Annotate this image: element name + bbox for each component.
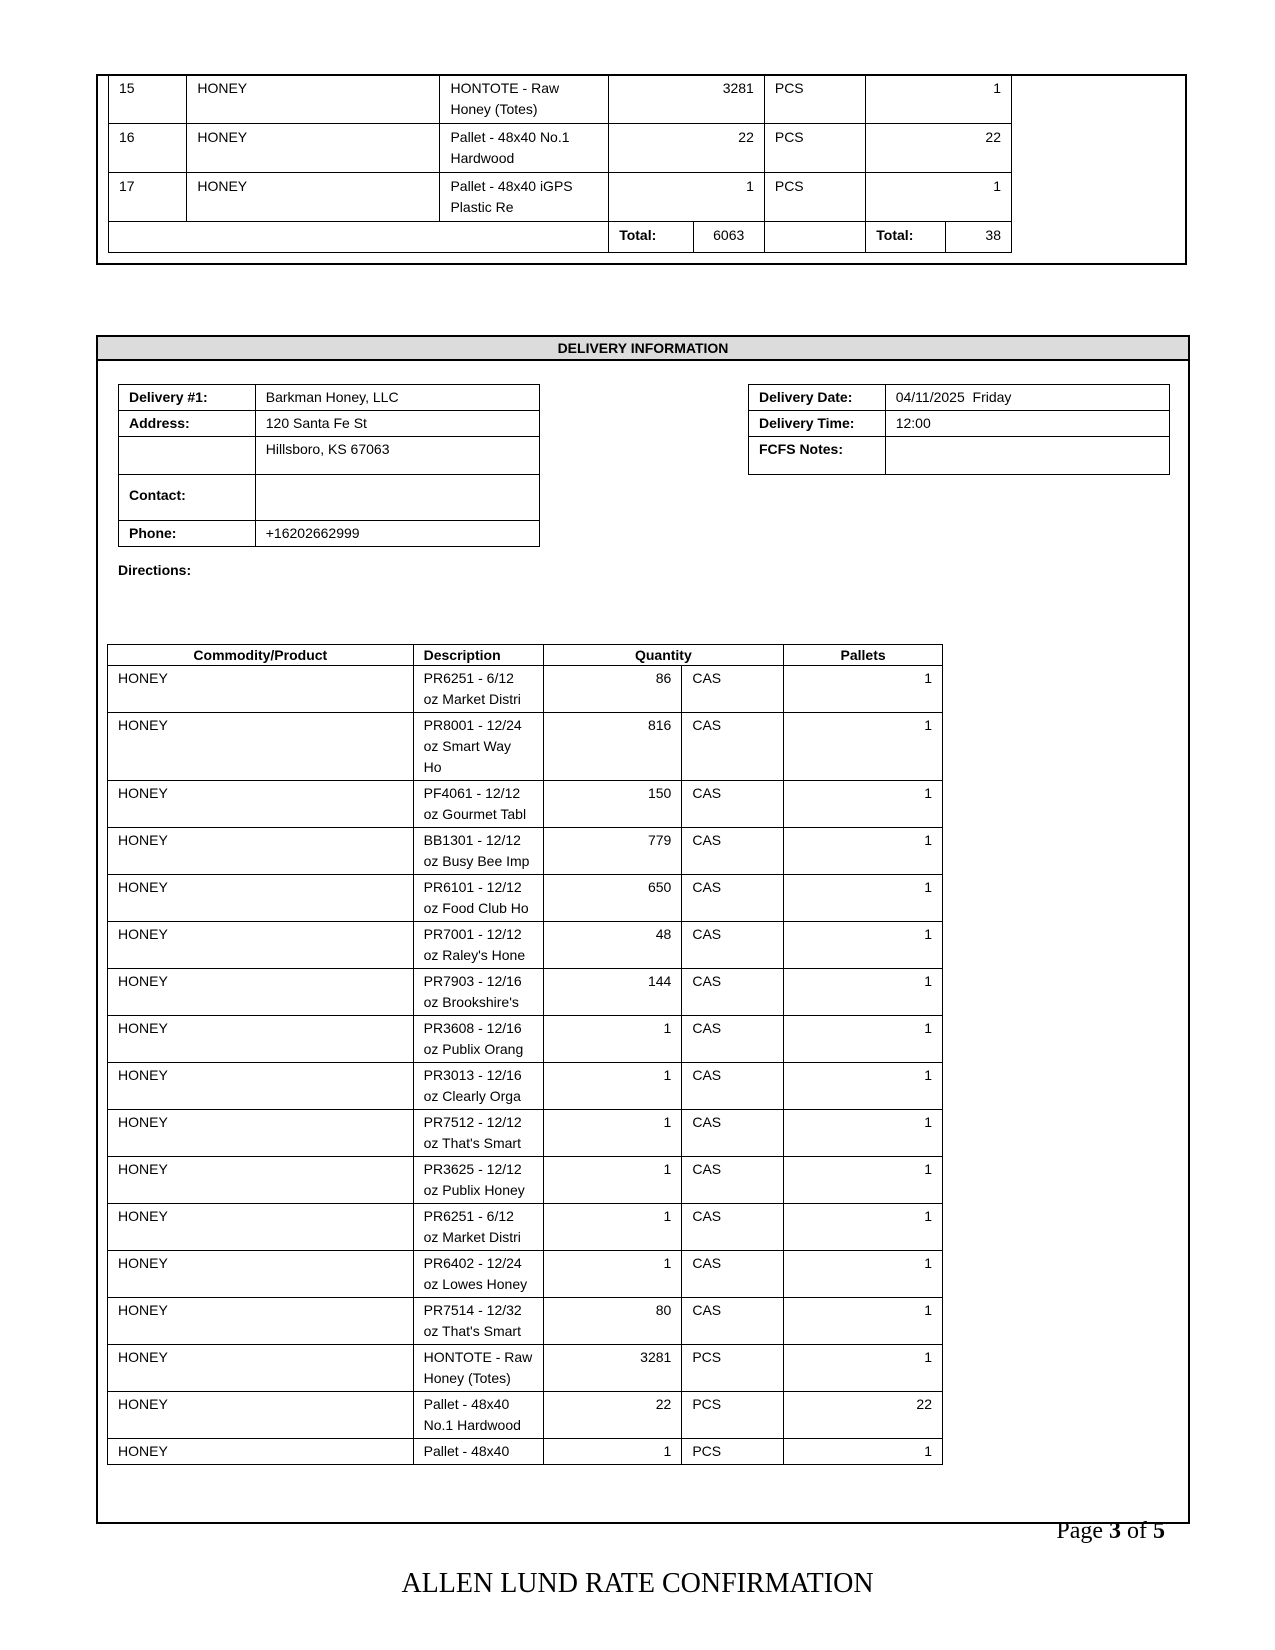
product-quantity: 1	[543, 1063, 682, 1110]
product-unit: CAS	[682, 828, 784, 875]
row-quantity: 3281	[609, 75, 765, 124]
product-description: PF4061 - 12/12 oz Gourmet Tabl	[413, 781, 543, 828]
address-label: Address:	[119, 411, 256, 437]
product-pallets: 1	[784, 969, 943, 1016]
row-quantity: 1	[609, 173, 765, 222]
delivery-header: DELIVERY INFORMATION	[96, 335, 1190, 361]
delivery-number-value: Barkman Honey, LLC	[255, 385, 539, 411]
product-description: HONTOTE - Raw Honey (Totes)	[413, 1345, 543, 1392]
product-quantity: 1	[543, 1439, 682, 1465]
product-pallets: 1	[784, 1251, 943, 1298]
product-row	[108, 828, 943, 875]
delivery-time-label: Delivery Time:	[749, 411, 886, 437]
product-row	[108, 781, 943, 828]
delivery-date-value: 04/11/2025 Friday	[885, 385, 1169, 411]
address-row	[119, 411, 540, 437]
product-row	[108, 1016, 943, 1063]
product-description: PR6402 - 12/24 oz Lowes Honey	[413, 1251, 543, 1298]
product-quantity: 22	[543, 1392, 682, 1439]
header-pallets: Pallets	[784, 645, 943, 666]
product-description: PR6101 - 12/12 oz Food Club Ho	[413, 875, 543, 922]
top-table-total-row	[109, 222, 1012, 253]
row-unit: PCS	[764, 124, 865, 173]
top-items-table	[108, 74, 1012, 253]
row-commodity: HONEY	[187, 124, 440, 173]
row-unit: PCS	[764, 75, 865, 124]
delivery-time-row	[749, 411, 1170, 437]
product-quantity: 3281	[543, 1345, 682, 1392]
product-commodity: HONEY	[108, 875, 414, 922]
product-commodity: HONEY	[108, 922, 414, 969]
contact-value	[255, 475, 539, 521]
products-header-row	[108, 645, 943, 666]
product-quantity: 144	[543, 969, 682, 1016]
product-row	[108, 1298, 943, 1345]
product-quantity: 1	[543, 1157, 682, 1204]
product-pallets: 1	[784, 1063, 943, 1110]
row-description: Pallet - 48x40 No.1 Hardwood	[440, 124, 609, 173]
product-row	[108, 1204, 943, 1251]
contact-label: Contact:	[119, 475, 256, 521]
address-line2: Hillsboro, KS 67063	[255, 437, 539, 475]
product-quantity: 650	[543, 875, 682, 922]
product-unit: PCS	[682, 1345, 784, 1392]
row-description: Pallet - 48x40 iGPS Plastic Re	[440, 173, 609, 222]
total-quantity-value: 6063	[693, 222, 764, 253]
product-commodity: HONEY	[108, 781, 414, 828]
product-row	[108, 1063, 943, 1110]
product-unit: CAS	[682, 1063, 784, 1110]
phone-value: +16202662999	[255, 521, 539, 547]
header-commodity: Commodity/Product	[108, 645, 414, 666]
phone-label: Phone:	[119, 521, 256, 547]
product-quantity: 80	[543, 1298, 682, 1345]
delivery-address-table	[118, 384, 540, 547]
product-quantity: 816	[543, 713, 682, 781]
product-pallets: 1	[784, 1298, 943, 1345]
header-quantity: Quantity	[543, 645, 784, 666]
product-quantity: 1	[543, 1110, 682, 1157]
product-description: PR3013 - 12/16 oz Clearly Orga	[413, 1063, 543, 1110]
top-table-row	[109, 173, 1012, 222]
product-description: PR7001 - 12/12 oz Raley's Hone	[413, 922, 543, 969]
page-total: 5	[1153, 1518, 1165, 1544]
product-quantity: 1	[543, 1251, 682, 1298]
product-commodity: HONEY	[108, 713, 414, 781]
product-unit: CAS	[682, 713, 784, 781]
product-commodity: HONEY	[108, 1298, 414, 1345]
row-pallets: 1	[866, 75, 1012, 124]
product-row	[108, 922, 943, 969]
product-description: PR6251 - 6/12 oz Market Distri	[413, 666, 543, 713]
product-row	[108, 1110, 943, 1157]
header-description: Description	[413, 645, 543, 666]
row-number: 16	[109, 124, 187, 173]
product-description: PR7514 - 12/32 oz That's Smart	[413, 1298, 543, 1345]
product-commodity: HONEY	[108, 666, 414, 713]
product-unit: CAS	[682, 875, 784, 922]
product-commodity: HONEY	[108, 1439, 414, 1465]
product-unit: CAS	[682, 781, 784, 828]
product-row	[108, 1439, 943, 1465]
total-quantity-label: Total:	[609, 222, 693, 253]
product-commodity: HONEY	[108, 1345, 414, 1392]
row-number: 15	[109, 75, 187, 124]
delivery-number-label: Delivery #1:	[119, 385, 256, 411]
row-description: HONTOTE - Raw Honey (Totes)	[440, 75, 609, 124]
row-quantity: 22	[609, 124, 765, 173]
product-quantity: 150	[543, 781, 682, 828]
fcfs-notes-value	[885, 437, 1169, 475]
product-pallets: 1	[784, 666, 943, 713]
product-description: PR8001 - 12/24 oz Smart Way Ho	[413, 713, 543, 781]
product-commodity: HONEY	[108, 1392, 414, 1439]
product-unit: CAS	[682, 1110, 784, 1157]
product-unit: CAS	[682, 666, 784, 713]
page-number	[1056, 1518, 1165, 1545]
row-commodity: HONEY	[187, 75, 440, 124]
top-table-row	[109, 75, 1012, 124]
product-row	[108, 713, 943, 781]
address-label-empty	[119, 437, 256, 475]
product-commodity: HONEY	[108, 969, 414, 1016]
product-quantity: 48	[543, 922, 682, 969]
product-unit: PCS	[682, 1439, 784, 1465]
product-unit: CAS	[682, 1157, 784, 1204]
product-commodity: HONEY	[108, 1110, 414, 1157]
delivery-schedule-table	[748, 384, 1170, 475]
product-description: BB1301 - 12/12 oz Busy Bee Imp	[413, 828, 543, 875]
product-pallets: 1	[784, 828, 943, 875]
product-commodity: HONEY	[108, 1157, 414, 1204]
product-commodity: HONEY	[108, 1016, 414, 1063]
product-pallets: 1	[784, 1439, 943, 1465]
product-unit: CAS	[682, 969, 784, 1016]
page-prefix: Page	[1056, 1518, 1109, 1544]
delivery-date-row	[749, 385, 1170, 411]
product-commodity: HONEY	[108, 1063, 414, 1110]
product-quantity: 1	[543, 1204, 682, 1251]
product-description: Pallet - 48x40	[413, 1439, 543, 1465]
product-pallets: 1	[784, 1157, 943, 1204]
product-description: PR3625 - 12/12 oz Publix Honey	[413, 1157, 543, 1204]
product-row	[108, 875, 943, 922]
products-table	[107, 644, 943, 1465]
product-description: PR7512 - 12/12 oz That's Smart	[413, 1110, 543, 1157]
total-pallets-value: 38	[945, 222, 1011, 253]
contact-row	[119, 475, 540, 521]
delivery-date-label: Delivery Date:	[749, 385, 886, 411]
product-row	[108, 1392, 943, 1439]
document-title: ALLEN LUND RATE CONFIRMATION	[401, 1568, 874, 1599]
product-description: PR7903 - 12/16 oz Brookshire's	[413, 969, 543, 1016]
row-pallets: 22	[866, 124, 1012, 173]
row-unit: PCS	[764, 173, 865, 222]
product-description: PR3608 - 12/16 oz Publix Orang	[413, 1016, 543, 1063]
product-pallets: 1	[784, 875, 943, 922]
product-pallets: 1	[784, 1016, 943, 1063]
page-of: of	[1121, 1518, 1153, 1544]
page-current: 3	[1109, 1518, 1121, 1544]
row-number: 17	[109, 173, 187, 222]
product-row	[108, 1157, 943, 1204]
product-unit: CAS	[682, 1204, 784, 1251]
product-pallets: 1	[784, 781, 943, 828]
delivery-number-row	[119, 385, 540, 411]
product-unit: CAS	[682, 1298, 784, 1345]
product-row	[108, 1345, 943, 1392]
product-description: PR6251 - 6/12 oz Market Distri	[413, 1204, 543, 1251]
product-quantity: 86	[543, 666, 682, 713]
address-line1: 120 Santa Fe St	[255, 411, 539, 437]
product-unit: CAS	[682, 1016, 784, 1063]
row-pallets: 1	[866, 173, 1012, 222]
product-pallets: 22	[784, 1392, 943, 1439]
product-row	[108, 666, 943, 713]
fcfs-notes-row	[749, 437, 1170, 475]
total-unit-empty	[764, 222, 865, 253]
product-row	[108, 1251, 943, 1298]
total-spacer	[109, 222, 609, 253]
top-table-row	[109, 124, 1012, 173]
product-commodity: HONEY	[108, 1251, 414, 1298]
address-row-2	[119, 437, 540, 475]
product-pallets: 1	[784, 1204, 943, 1251]
product-pallets: 1	[784, 1110, 943, 1157]
product-pallets: 1	[784, 713, 943, 781]
product-row	[108, 969, 943, 1016]
product-quantity: 1	[543, 1016, 682, 1063]
product-commodity: HONEY	[108, 828, 414, 875]
product-unit: CAS	[682, 1251, 784, 1298]
product-commodity: HONEY	[108, 1204, 414, 1251]
total-pallets-label: Total:	[866, 222, 945, 253]
fcfs-notes-label: FCFS Notes:	[749, 437, 886, 475]
product-pallets: 1	[784, 922, 943, 969]
delivery-time-value: 12:00	[885, 411, 1169, 437]
product-unit: PCS	[682, 1392, 784, 1439]
directions-label: Directions:	[118, 562, 192, 578]
product-unit: CAS	[682, 922, 784, 969]
phone-row	[119, 521, 540, 547]
product-pallets: 1	[784, 1345, 943, 1392]
product-description: Pallet - 48x40 No.1 Hardwood	[413, 1392, 543, 1439]
row-commodity: HONEY	[187, 173, 440, 222]
product-quantity: 779	[543, 828, 682, 875]
